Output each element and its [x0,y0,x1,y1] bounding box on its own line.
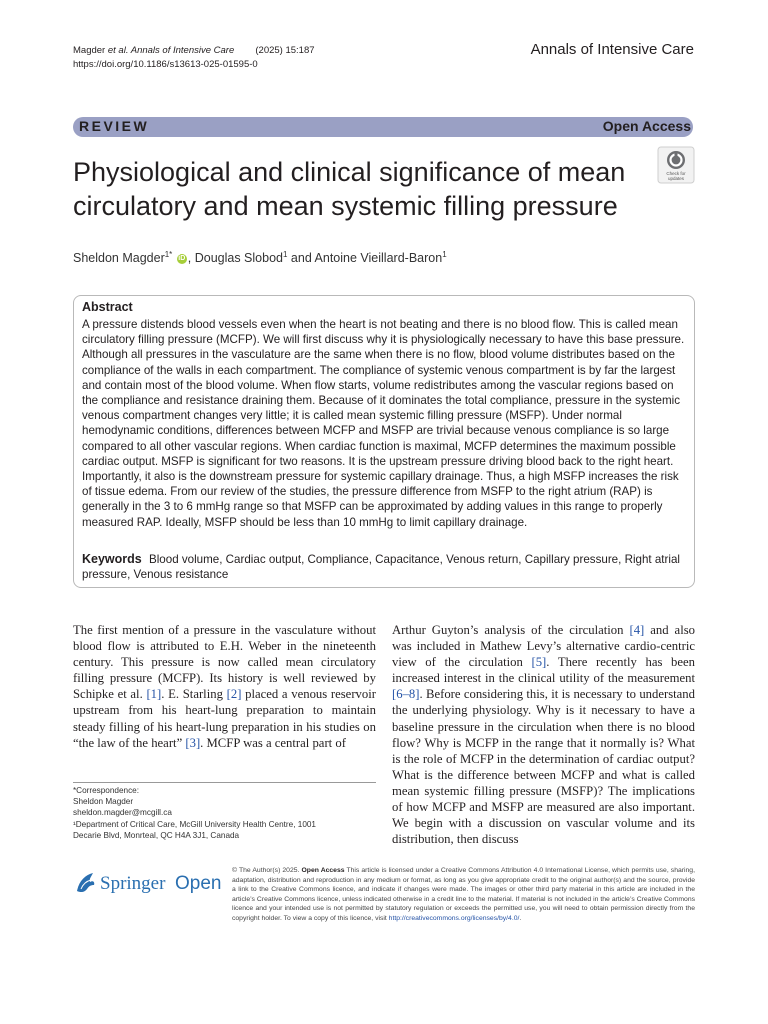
keywords-list: Blood volume, Cardiac output, Compliance, Capacitance, Venous return, Capillary pressure, Right atrial pressure, Venous resistance [82,553,680,582]
affiliation-line-2: Decarie Blvd, Monrteal, QC H4A 3J1, Canada [73,830,240,840]
open-access-label: Open Access [602,118,691,134]
license-copyright: © The Author(s) 2025. [232,867,302,874]
abstract-heading: Abstract [82,300,133,314]
header-journal-short: et al. Annals of Intensive Care [107,45,235,56]
footnote-divider [73,782,376,783]
citation-line [73,44,315,58]
keywords [82,552,686,582]
header-doi[interactable]: https://doi.org/10.1186/s13613-025-01595-0 [73,59,258,70]
article-type-band [73,117,693,137]
correspondence-email[interactable]: sheldon.magder@mcgill.ca [73,808,172,818]
publisher-name-2: Open [175,873,221,894]
license-end: . [519,914,522,922]
crossmark-icon[interactable] [657,146,695,184]
citation-link[interactable]: [1] [146,687,162,702]
body-text: Arthur Guyton’s analysis of the circulation [392,623,630,637]
springer-horse-icon [77,873,94,892]
springer-open-logo [73,867,221,899]
citation-link[interactable]: [6–8] [392,687,420,702]
body-text: placed a venous reservoir upstream from his heart-lung preparation to maintain steady filling of his heart-lung preparation in his studies on “the law of the heart” [73,687,376,750]
body-column-left [73,622,376,751]
header-author: Magder [73,45,106,56]
crossmark-line2: updates [667,176,685,181]
body-text: . E. Starling [161,687,227,702]
body-text: . MCFP was a central part of [200,735,346,750]
author-2[interactable]: , Douglas Slobod [187,251,283,266]
correspondence-footnote [73,785,376,841]
citation-link[interactable]: [2] [226,687,242,702]
orcid-icon[interactable]: iD [178,254,186,262]
citation-link[interactable]: [5] [531,655,547,670]
running-header [73,44,315,72]
author-2-affil: 1 [282,250,288,259]
citation-link[interactable]: [3] [185,735,201,750]
body-text: . Before considering this, it is necessary to understand the underlying physiology. Why is it necessary to have a baseline pressure in the circulation when there is no blood flow? Why is MCFP in the range that it normally is? What is the role of MCFP in the determination of cardiac output? What is the difference between MCFP and what is called mean systemic filling pressure (MSFP)? The implications of how MCFP and MSFP are measured are also important. We begin with a discussion on vascular volume and its distribution, then discuss [392,687,695,847]
author-3-affil: 1 [442,250,447,259]
license-statement [232,866,695,924]
body-text: The first mention of a pressure in the vasculature without blood flow is attributed to E.H. Weber in the nineteenth century. This pressure is now called mean circulatory filling pressure (MCFP). Its history is well reviewed by Schipke et al. [73,623,376,702]
crossmark-line1: Check for [666,171,686,176]
author-3[interactable]: and Antoine Vieillard-Baron [287,251,443,266]
author-list [73,250,447,265]
body-text: and also was included in Mathew Levy’s alternative cardio-centric view of the circulation [392,623,695,670]
body-text: . There recently has been increased interest in the clinical utility of the measurement [392,655,695,686]
body-column-right [392,622,695,847]
abstract-text: A pressure distends blood vessels even when the heart is not beating and there is no blood flow. This is called mean circulatory filling pressure (MCFP). We will first discuss why it is physiologically necessary to have this base pressure. Although all pressures in the vasculature are the same when there is no flow, blood volume distributes based on the compliance of the walls in each compartment. The compliance of systemic venous compartment is by far the largest and contain most of the blood volume. When flow starts, volume redistributes among the vascular regions based on the compliance and resistance draining them. Because of it dominates the total compliance, pressure in the systemic venous compartment changes very little; it is called mean systemic filling pressure (MSFP). Under normal hemodynamic conditions, differences between MCFP and MSFP are trivial because venous compliance is so large compared to all other vascular regions. When cardiac function is maximal, MCFP determines the maximum possible cardiac output. MSFP is significant for two reasons. It is the upstream pressure driving blood back to the right heart. Importantly, it also is the downstream pressure for systemic capillary drainage. Thus, a high MSFP increases the risk of tissue edema. From our review of the studies, the pressure difference from MSFP to the right atrium (RAP) is generally in the 3 to 6 mmHg range so that MSFP can be approximated by adding values in this range to properly measured RAP. Ideally, MSFP should be less than 10 mmHg to limit capillary drainage. [82,318,685,529]
correspondence-name: Sheldon Magder [73,797,134,807]
author-1[interactable]: Sheldon Magder [73,251,165,266]
license-text: This article is licensed under a Creative Commons Attribution 4.0 International License, which permits use, sharing, adaptation, distribution and reproduction in any medium or format, as long as you give appropriate credit to the original author(s) and the source, provide a link to the Creative Commons licence, and indicate if changes were made. The images or other third party material in this article are included in the article’s Creative Commons licence, unless indicated otherwise in a credit line to the material. If material is not included in the article’s Creative Commons licence and your intended use is not permitted by statutory regulation or exceeds the permitted use, you will need to obtain permission directly from the copyright holder. To view a copy of this licence, visit [232,867,695,922]
header-year-volume: (2025) 15:187 [255,45,315,56]
article-title: Physiological and clinical significance of mean circulatory and mean systemic filling pressure [73,157,626,221]
correspondence-label: *Correspondence: [73,786,139,795]
keywords-label: Keywords [82,552,142,566]
author-1-affil: 1* [164,250,173,259]
license-link[interactable]: http://creativecommons.org/licenses/by/4.0/ [388,914,520,922]
license-open-access: Open Access [301,867,345,874]
affiliation-line-1: ¹Department of Critical Care, McGill University Health Centre, 1001 [73,819,316,829]
publisher-name-1: Springer [100,873,166,894]
journal-name: Annals of Intensive Care [530,41,694,58]
article-type-label: REVIEW [79,118,150,134]
citation-link[interactable]: [4] [629,623,645,637]
